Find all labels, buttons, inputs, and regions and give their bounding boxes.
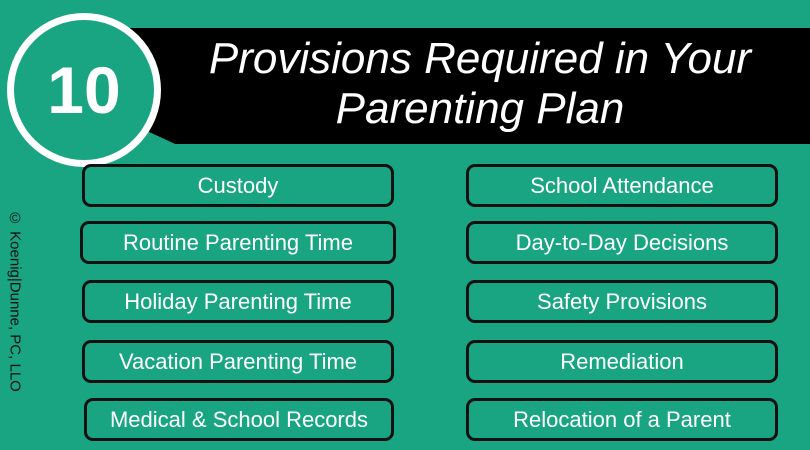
- title-line-1: Provisions Required in Your: [208, 34, 752, 83]
- provision-medical-school-records: Medical & School Records: [84, 398, 394, 441]
- provision-routine-parenting-time: Routine Parenting Time: [80, 221, 396, 264]
- provision-day-to-day-decisions: Day-to-Day Decisions: [466, 221, 778, 264]
- provision-school-attendance: School Attendance: [466, 164, 778, 207]
- page-title: [160, 34, 800, 134]
- number-badge: [7, 13, 161, 167]
- title-line-2: Parenting Plan: [335, 84, 625, 133]
- provision-remediation: Remediation: [466, 340, 778, 383]
- provision-relocation-of-a-parent: Relocation of a Parent: [466, 398, 778, 441]
- badge-number: 10: [47, 53, 121, 127]
- provision-vacation-parenting-time: Vacation Parenting Time: [82, 340, 394, 383]
- provision-safety-provisions: Safety Provisions: [466, 280, 778, 323]
- provision-holiday-parenting-time: Holiday Parenting Time: [82, 280, 394, 323]
- copyright-notice: © Koenig|Dunne, PC, LLO: [6, 210, 24, 392]
- provision-custody: Custody: [82, 164, 394, 207]
